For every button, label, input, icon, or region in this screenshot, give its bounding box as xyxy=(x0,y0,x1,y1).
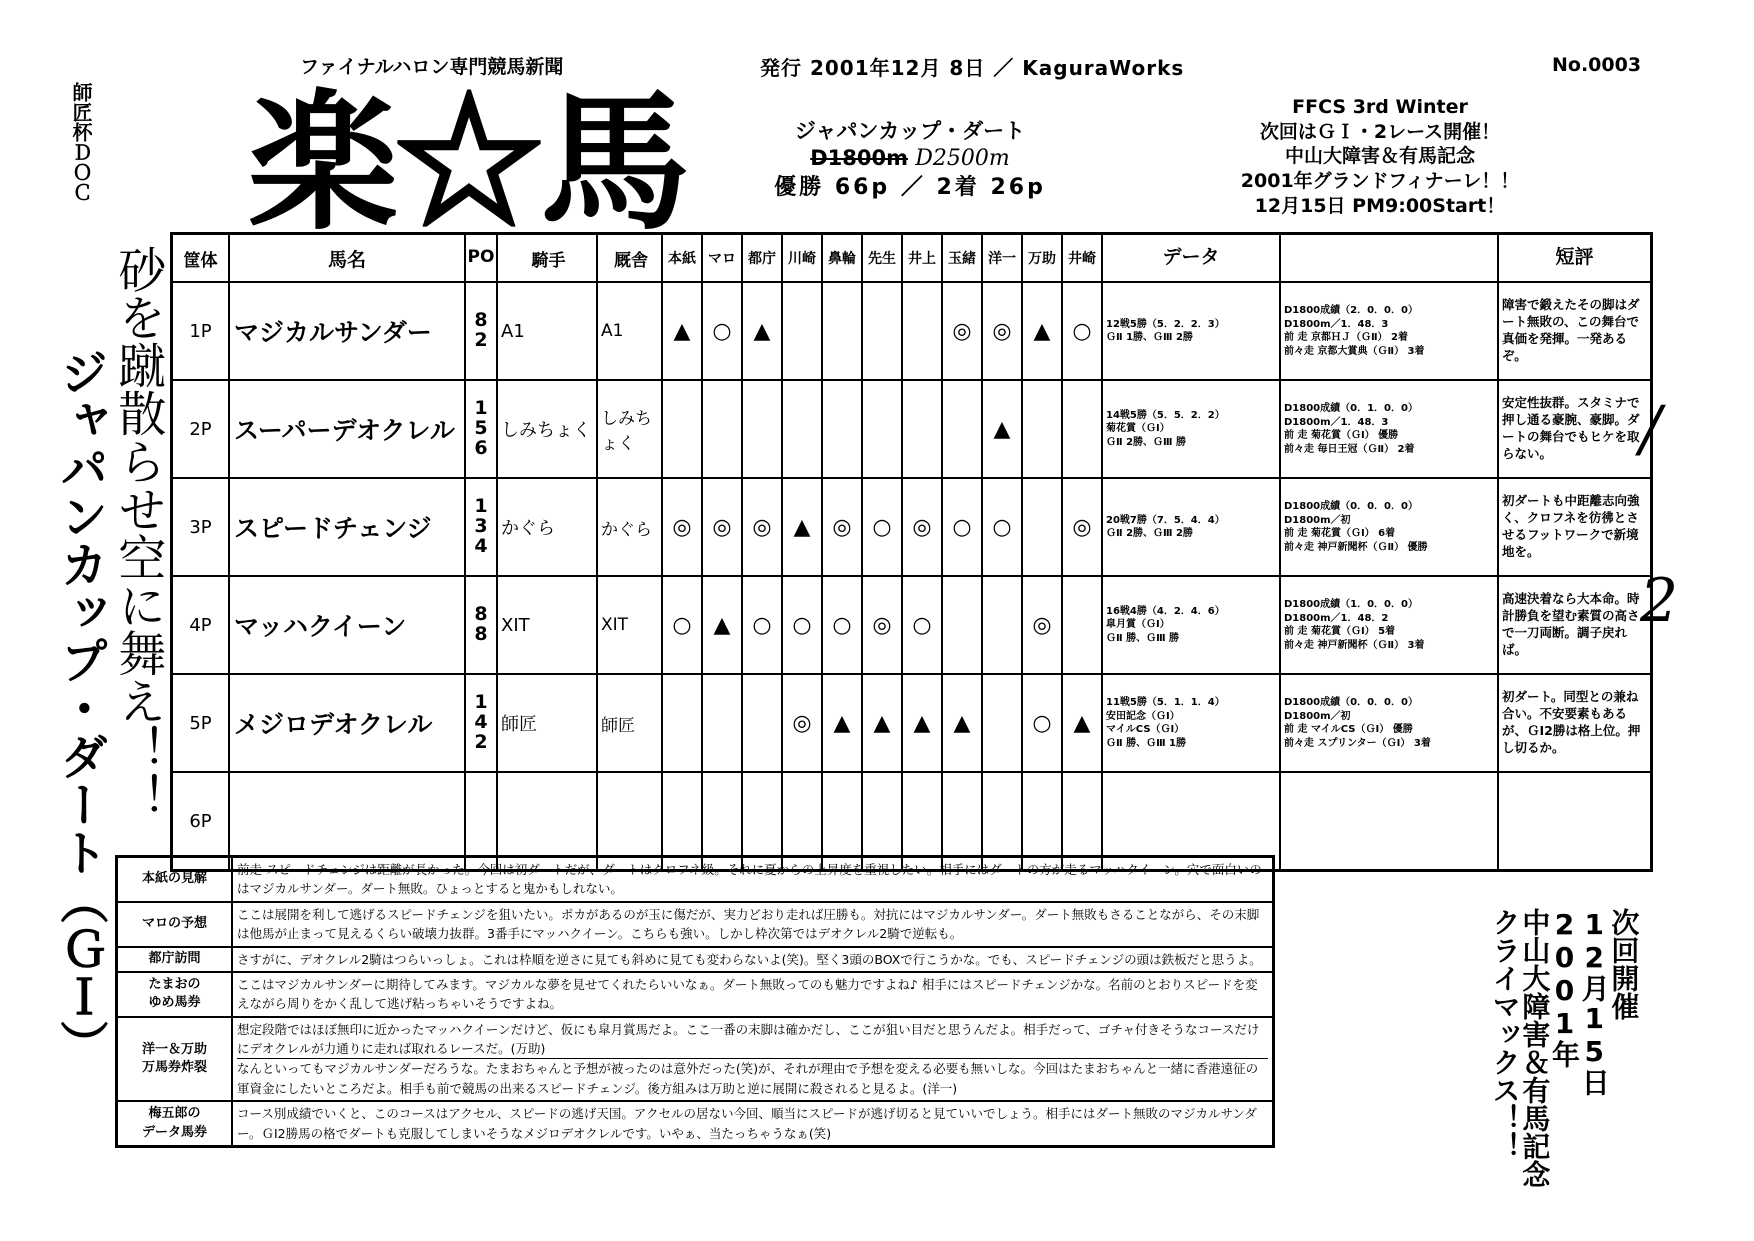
prediction-mark-text: ▲ xyxy=(1073,710,1091,736)
col-predictor: 洋一 xyxy=(982,234,1022,283)
ffcs-announcement xyxy=(1200,95,1560,218)
horse-name xyxy=(229,478,465,576)
prediction-mark xyxy=(662,674,702,772)
jockey xyxy=(497,576,597,674)
prediction-mark-text: ○ xyxy=(1072,318,1092,344)
handwritten-mark: 2 xyxy=(1640,566,1679,636)
frame-number-text: 1P xyxy=(189,320,212,342)
col-predictor: 井上 xyxy=(902,234,942,283)
horse-name xyxy=(229,674,465,772)
prediction-row xyxy=(117,972,1274,1017)
short-comment-text: 初ダートも中距離志向強く、クロフネを彷彿とさせるフットワークで新境地を。 xyxy=(1502,493,1640,559)
prediction-mark xyxy=(862,380,902,478)
prediction-mark xyxy=(742,478,782,576)
prediction-mark-text: ◎ xyxy=(992,318,1012,344)
prediction-mark xyxy=(902,576,942,674)
race-info xyxy=(700,118,1120,202)
prediction-row xyxy=(117,1017,1274,1102)
prediction-mark-text: ▲ xyxy=(673,318,691,344)
frame-number xyxy=(172,478,230,576)
ffcs-line: 次回はＧＩ・2レース開催！ xyxy=(1259,120,1501,143)
col-stable: 厩舎 xyxy=(597,234,662,283)
stable-text: しみちょく xyxy=(601,409,652,454)
horse-name-text: マジカルサンダー xyxy=(234,318,432,347)
prediction-mark xyxy=(822,282,862,380)
race-name: ジャパンカップ・ダート xyxy=(794,119,1026,143)
jockey xyxy=(497,478,597,576)
prediction-mark xyxy=(822,380,862,478)
prediction-row xyxy=(117,857,1274,902)
col-predictor: 万助 xyxy=(1022,234,1062,283)
jockey xyxy=(497,282,597,380)
prediction-mark-text: ◎ xyxy=(1072,514,1092,540)
prediction-mark-text: ▲ xyxy=(713,612,731,638)
prediction-mark-text: ▲ xyxy=(1033,318,1051,344)
short-comment xyxy=(1498,674,1652,772)
po-number-text: 1 4 2 xyxy=(474,691,488,753)
frame-number xyxy=(172,576,230,674)
short-comment-text: 高速決着なら大本命。時計勝負を望む素質の高さで一刀両断。調子戻れば。 xyxy=(1502,591,1640,657)
short-comment xyxy=(1498,478,1652,576)
horse-record-text: 14戦5勝（5．5．2．2） 菊花賞（ＧⅠ） ＧⅡ 2勝、ＧⅢ 勝 xyxy=(1106,409,1225,448)
prediction-text xyxy=(232,902,1274,947)
table-header-row xyxy=(172,234,1652,283)
frame-number-text: 3P xyxy=(189,516,212,538)
po-number-text: 1 3 4 xyxy=(474,495,488,557)
horse-record xyxy=(1102,576,1280,674)
horse-d1800-record xyxy=(1280,674,1498,772)
prediction-mark xyxy=(1022,576,1062,674)
stable xyxy=(597,576,662,674)
prediction-mark-text: ◎ xyxy=(912,514,932,540)
prediction-mark xyxy=(662,380,702,478)
prediction-mark xyxy=(982,478,1022,576)
prediction-mark xyxy=(1062,478,1102,576)
catchcopy: 砂を蹴散らせ空に舞え！！ xyxy=(109,245,166,821)
prediction-mark xyxy=(902,674,942,772)
ffcs-line: FFCS 3rd Winter xyxy=(1292,96,1468,118)
prediction-mark xyxy=(982,674,1022,772)
stable-text: A1 xyxy=(601,321,624,341)
publication-info: 発行 2001年12月 8日 ／ KaguraWorks xyxy=(760,56,1185,80)
horse-d1800-record xyxy=(1280,282,1498,380)
issue-number: No.0003 xyxy=(1552,54,1642,76)
prediction-mark xyxy=(1022,380,1062,478)
prediction-mark xyxy=(782,674,822,772)
col-predictor: 都庁 xyxy=(742,234,782,283)
prediction-mark xyxy=(822,478,862,576)
prediction-mark xyxy=(742,674,782,772)
po-number-text: 8 2 xyxy=(474,309,488,351)
prediction-mark xyxy=(982,576,1022,674)
prediction-mark xyxy=(782,478,822,576)
prediction-mark xyxy=(702,674,742,772)
short-comment xyxy=(1498,380,1652,478)
entries-table xyxy=(170,232,1653,872)
ffcs-line: 12月15日 PM9:00Start！ xyxy=(1254,194,1506,217)
short-comment-text: 安定性抜群。スタミナで押し通る豪腕、豪脚。ダートの舞台でもヒケを取らない。 xyxy=(1502,395,1640,461)
prediction-mark xyxy=(782,380,822,478)
frame-number-text: 5P xyxy=(189,712,212,734)
table-row xyxy=(172,380,1652,478)
prediction-text xyxy=(232,947,1274,972)
short-comment-text: 初ダート。同型との兼ね合い。不安要素もあるが、ＧⅠ2勝は格上位。押し切るか。 xyxy=(1502,689,1641,755)
prediction-mark-text: ○ xyxy=(952,514,972,540)
horse-d1800-record xyxy=(1280,576,1498,674)
horse-name xyxy=(229,282,465,380)
prediction-mark xyxy=(862,478,902,576)
prediction-mark xyxy=(1062,674,1102,772)
prediction-mark xyxy=(862,282,902,380)
horse-record-text: 11戦5勝（5．1．1．4） 安田記念（ＧⅠ） マイルCS（ＧⅠ） ＧⅡ 勝、ＧⅢ 1勝 xyxy=(1106,697,1225,749)
prediction-paragraph: ここはマジカルサンダーに期待してみます。マジカルな夢を見せてくれたらいいなぁ。ダート無敗ってのも魅力ですよね♪ 相手にはスピードチェンジかな。名前のとおりスピードを変えながら周りをかく乱して逃げ粘っちゃいそうですよね。 xyxy=(237,976,1258,1012)
horse-record xyxy=(1102,380,1280,478)
prediction-mark xyxy=(942,674,982,772)
prediction-mark xyxy=(702,380,742,478)
prediction-mark-text: ▲ xyxy=(793,514,811,540)
horse-name-text: マッハクイーン xyxy=(234,612,407,641)
col-predictor: 川崎 xyxy=(782,234,822,283)
stable-text: かぐら xyxy=(601,519,652,540)
horse-record-text: 16戦4勝（4．2．4．6） 皐月賞（ＧⅠ） ＧⅡ 勝、ＧⅢ 勝 xyxy=(1106,605,1225,644)
prediction-paragraph: コース別成績でいくと、このコースはアクセル、スピードの逃げ天国。アクセルの居ない今回、順当にスピードが逃げ切ると見ていいでしょう。相手にはダート無敗のマジカルサンダー。ＧⅠ2勝馬の格でダートも克服してしまいそうなメジロデオクレルです。いやぁ、当たっちゃうなぁ(笑) xyxy=(237,1106,1257,1141)
po-number xyxy=(465,576,497,674)
prediction-mark xyxy=(942,380,982,478)
predictor-label: 本紙の見解 xyxy=(117,857,233,902)
col-predictor: 本紙 xyxy=(662,234,702,283)
prediction-mark xyxy=(862,576,902,674)
prediction-mark xyxy=(902,380,942,478)
table-row xyxy=(172,674,1652,772)
prediction-mark-text: ○ xyxy=(712,318,732,344)
col-comment: 短評 xyxy=(1498,234,1652,283)
horse-d1800-record-text: D1800成績（0．0．0．0） D1800m／初 前 走 マイルCS（ＧⅠ） 優勝 前々走 スプリンター（ＧⅠ） 3着 xyxy=(1284,697,1431,749)
prediction-row xyxy=(117,902,1274,947)
horse-d1800-record-text: D1800成績（0．1．0．0） D1800m／1．48．3 前 走 菊花賞（ＧⅠ） 優勝 前々走 毎日王冠（ＧⅡ） 2着 xyxy=(1284,403,1418,455)
horse-name-text: スーパーデオクレル xyxy=(234,416,455,445)
po-number-text: 8 8 xyxy=(474,603,488,645)
prediction-mark-text: ▲ xyxy=(913,710,931,736)
frame-number xyxy=(172,674,230,772)
horse-record-text: 12戦5勝（5．2．2．3） ＧⅡ 1勝、ＧⅢ 2勝 xyxy=(1106,318,1225,343)
po-number xyxy=(465,478,497,576)
horse-name-text: スピードチェンジ xyxy=(234,514,432,543)
prediction-mark xyxy=(902,282,942,380)
col-predictor: 鼻輪 xyxy=(822,234,862,283)
prediction-text xyxy=(232,1017,1274,1102)
predictor-label: たまおの ゆめ馬券 xyxy=(117,972,233,1017)
next-line: 中山大障害＆有馬記念 xyxy=(1518,908,1552,1188)
po-number-text: 1 5 6 xyxy=(474,397,488,459)
col-data2 xyxy=(1280,234,1498,283)
prediction-mark-text: ○ xyxy=(912,612,932,638)
prediction-mark xyxy=(662,576,702,674)
prediction-mark-text: ◎ xyxy=(1032,612,1052,638)
prediction-mark-text: ○ xyxy=(672,612,692,638)
prediction-text xyxy=(232,972,1274,1017)
newspaper-logo: 楽☆馬 xyxy=(248,75,687,251)
stable xyxy=(597,674,662,772)
distance-old: D1800m xyxy=(810,146,908,171)
prediction-mark xyxy=(982,380,1022,478)
stable xyxy=(597,478,662,576)
horse-d1800-record-text: D1800成績（1．0．0．0） D1800m／1．48．2 前 走 菊花賞（ＧⅠ） 5着 前々走 神戸新聞杯（ＧⅡ） 3着 xyxy=(1284,599,1425,651)
predictions-table xyxy=(115,855,1275,1148)
col-jockey: 騎手 xyxy=(497,234,597,283)
short-comment xyxy=(1498,282,1652,380)
jockey xyxy=(497,674,597,772)
prediction-mark-text: ◎ xyxy=(872,612,892,638)
prediction-mark xyxy=(1022,674,1062,772)
short-comment-text: 障害で鍛えたその脚はダート無敗の、この舞台で真価を発揮。一発あるぞ。 xyxy=(1502,297,1640,363)
prediction-text xyxy=(232,1101,1274,1146)
prediction-mark xyxy=(782,282,822,380)
prediction-mark xyxy=(942,282,982,380)
next-line: 12月15日 xyxy=(1577,908,1611,1096)
horse-name xyxy=(229,380,465,478)
po-number xyxy=(465,282,497,380)
col-name: 馬名 xyxy=(229,234,465,283)
prediction-mark-text: ◎ xyxy=(752,514,772,540)
side-cup-label: 師匠杯ＤＯＣ xyxy=(69,82,93,202)
next-line: 2001年 xyxy=(1548,908,1582,1068)
prediction-paragraph: 前走 スピードチェンジは距離が長かった。今回は初ダートだが、ダートはクロフネ級。それに夏からの上昇度を重視したい。相手にはダートの方が走るマッハクイーン。穴で面白いのはマジカルサンダー。ダート無敗。ひょっとすると鬼かもしれない。 xyxy=(237,862,1262,897)
predictor-label: 洋一＆万助 万馬券炸裂 xyxy=(117,1017,233,1102)
prediction-mark xyxy=(1022,478,1062,576)
prediction-mark xyxy=(702,478,742,576)
prediction-mark xyxy=(942,478,982,576)
predictor-label: 梅五郎の データ馬券 xyxy=(117,1101,233,1146)
prediction-mark xyxy=(782,576,822,674)
prediction-mark-text: ◎ xyxy=(832,514,852,540)
prediction-text xyxy=(232,857,1274,902)
stable xyxy=(597,380,662,478)
frame-number-text: 2P xyxy=(189,418,212,440)
prediction-mark xyxy=(702,576,742,674)
table-row xyxy=(172,282,1652,380)
predictor-label: 都庁訪問 xyxy=(117,947,233,972)
jockey-text: しみちょく xyxy=(501,420,591,441)
next-line: 次回開催 xyxy=(1607,908,1641,1020)
prediction-mark-text: ▲ xyxy=(833,710,851,736)
prediction-mark xyxy=(982,282,1022,380)
frame-number-text: 6P xyxy=(189,810,212,832)
stable-text: XIT xyxy=(601,615,629,635)
prediction-mark-text: ▲ xyxy=(873,710,891,736)
col-predictor: 玉緒 xyxy=(942,234,982,283)
horse-d1800-record-text: D1800成績（0．0．0．0） D1800m／初 前 走 菊花賞（ＧⅠ） 6着 前々走 神戸新聞杯（ＧⅡ） 優勝 xyxy=(1284,501,1428,553)
prediction-mark-text: ▲ xyxy=(993,416,1011,442)
handwritten-mark: / xyxy=(1640,392,1661,465)
prediction-paragraph: 想定段階ではほぼ無印に近かったマッハクイーンだけど、仮にも皐月賞馬だよ。ここ一番の末脚は確かだし、ここが狙い目だと思うんだよ。相手だって、ゴチャ付きそうなコースだけにデオクレルが力通りに走れば取れるレースだ。(万助) xyxy=(237,1021,1260,1056)
col-waku: 筐体 xyxy=(172,234,230,283)
prediction-paragraph: なんといってもマジカルサンダーだろうな。たまおちゃんと予想が被ったのは意外だった(笑)が、それが理由で予想を変える必要も無いしな。今回はたまおちゃんと一緒に香港遠征の軍資金にしたいところだよ。相手も前で競馬の出来るスピードチェンジ。後方組みは万助と逆に展開に殺されると見るよ。(洋一) xyxy=(237,1058,1268,1098)
horse-record-text: 20戦7勝（7．5．4．4） ＧⅡ 2勝、ＧⅢ 2勝 xyxy=(1106,514,1225,539)
frame-number xyxy=(172,380,230,478)
prediction-mark-text: ◎ xyxy=(712,514,732,540)
po-number xyxy=(465,674,497,772)
jockey-text: A1 xyxy=(501,320,525,342)
prediction-mark xyxy=(742,282,782,380)
tagline: ファイナルハロン専門競馬新聞 xyxy=(300,56,564,78)
jockey-text: XIT xyxy=(501,614,530,636)
ffcs-line: 2001年グランドフィナーレ！！ xyxy=(1240,170,1520,193)
col-predictor: 先生 xyxy=(862,234,902,283)
race-distance xyxy=(700,145,1120,174)
prediction-mark-text: ◎ xyxy=(952,318,972,344)
frame-number xyxy=(172,282,230,380)
table-row xyxy=(172,576,1652,674)
prediction-mark xyxy=(942,576,982,674)
po-number xyxy=(465,380,497,478)
horse-d1800-record xyxy=(1280,380,1498,478)
prediction-row xyxy=(117,947,1274,972)
stable-text: 師匠 xyxy=(601,715,635,736)
prediction-mark xyxy=(862,674,902,772)
jockey-text: かぐら xyxy=(501,518,555,539)
col-data: データ xyxy=(1102,234,1280,283)
prediction-mark xyxy=(742,380,782,478)
prediction-mark-text: ○ xyxy=(832,612,852,638)
horse-d1800-record xyxy=(1280,772,1498,871)
prediction-mark xyxy=(902,478,942,576)
prediction-mark-text: ○ xyxy=(792,612,812,638)
distance-new: D2500m xyxy=(915,146,1010,172)
prediction-mark-text: ○ xyxy=(752,612,772,638)
next-line: クライマックス！！ xyxy=(1488,908,1522,1160)
short-comment xyxy=(1498,772,1652,871)
prediction-mark xyxy=(1022,282,1062,380)
prediction-paragraph: ここは展開を利して逃げるスピードチェンジを狙いたい。ポカがあるのが玉に傷だが、実力どおり走れば圧勝も。対抗にはマジカルサンダー。ダート無敗もさることながら、その末脚は他馬が止まって見えるくらい破壊力抜群。3番手にマッハクイーン。こちらも強い。しかし枠次第ではデオクレル2騎で逆転も。 xyxy=(237,906,1260,942)
prediction-mark-text: ○ xyxy=(1032,710,1052,736)
prediction-mark-text: ○ xyxy=(872,514,892,540)
predictor-label: マロの予想 xyxy=(117,902,233,947)
prediction-mark-text: ◎ xyxy=(792,710,812,736)
prediction-mark-text: ○ xyxy=(992,514,1012,540)
prediction-mark xyxy=(822,674,862,772)
prediction-mark xyxy=(1062,576,1102,674)
prediction-mark xyxy=(1062,282,1102,380)
prediction-paragraph: さすがに、デオクレル2騎はつらいっしょ。これは枠順を逆さに見ても斜めに見ても変わらないよ(笑)。堅く3頭のBOXで行こうかな。でも、スピードチェンジの頭は鉄板だと思うよ。 xyxy=(237,951,1262,967)
horse-record xyxy=(1102,282,1280,380)
jockey-text: 師匠 xyxy=(501,714,537,735)
horse-name xyxy=(229,576,465,674)
ffcs-line: 中山大障害＆有馬記念 xyxy=(1284,145,1475,168)
horse-record xyxy=(1102,478,1280,576)
prediction-mark xyxy=(662,282,702,380)
jockey xyxy=(497,380,597,478)
prediction-mark xyxy=(702,282,742,380)
prediction-mark-text: ◎ xyxy=(672,514,692,540)
prize-line: 優勝 66p ／ 2着 26p xyxy=(774,174,1046,200)
horse-record xyxy=(1102,674,1280,772)
table-row xyxy=(172,478,1652,576)
prediction-mark-text: ▲ xyxy=(953,710,971,736)
prediction-row xyxy=(117,1101,1274,1146)
horse-d1800-record-text: D1800成績（2．0．0．0） D1800m／1．48．3 前 走 京都ＨＪ（ＧⅡ） 2着 前々走 京都大賞典（ＧⅡ） 3着 xyxy=(1284,305,1425,357)
frame-number-text: 4P xyxy=(189,614,212,636)
col-predictor: 井崎 xyxy=(1062,234,1102,283)
col-predictor: マロ xyxy=(702,234,742,283)
prediction-mark xyxy=(822,576,862,674)
prediction-mark xyxy=(742,576,782,674)
prediction-mark-text: ▲ xyxy=(753,318,771,344)
stable xyxy=(597,282,662,380)
prediction-mark xyxy=(662,478,702,576)
prediction-mark xyxy=(1062,380,1102,478)
vertical-race-title: ジャパンカップ・ダート（ＧＩ） xyxy=(51,348,108,1068)
short-comment xyxy=(1498,576,1652,674)
col-po: PO xyxy=(465,234,497,283)
horse-d1800-record xyxy=(1280,478,1498,576)
next-race-announcement xyxy=(1488,908,1641,1188)
horse-name-text: メジロデオクレル xyxy=(234,710,433,739)
